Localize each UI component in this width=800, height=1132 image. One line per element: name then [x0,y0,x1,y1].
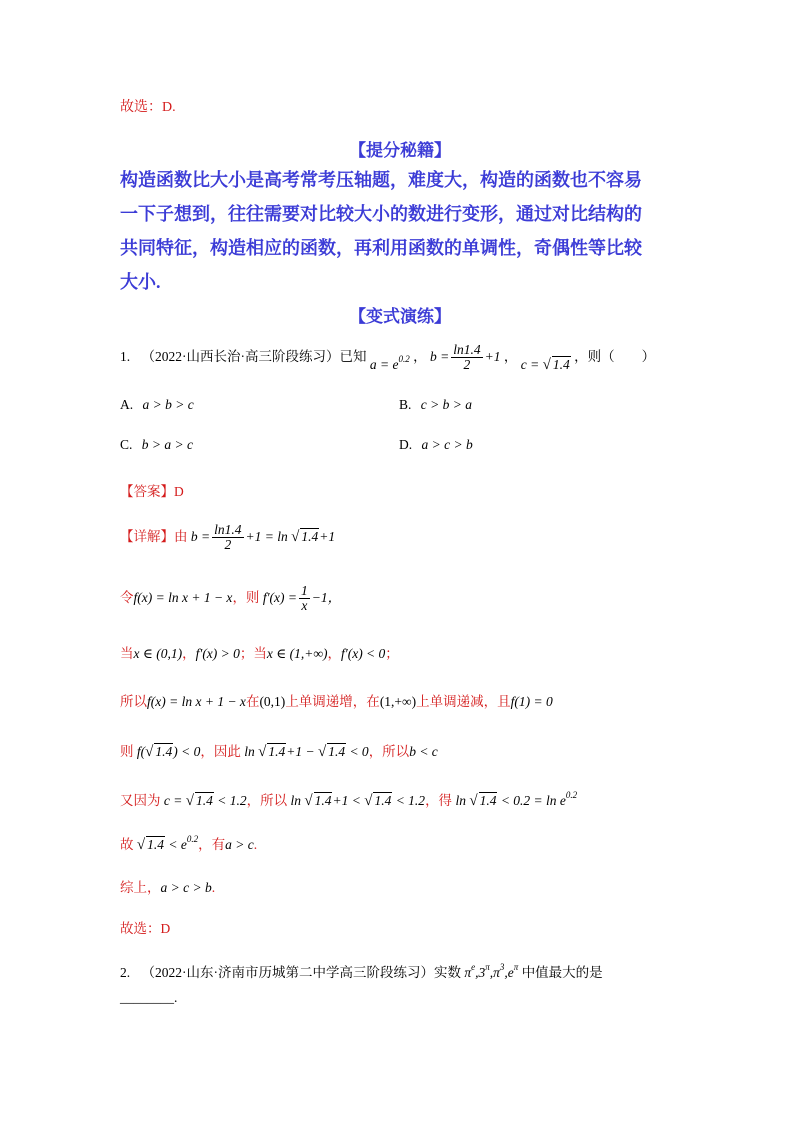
detail-line-4: 所以f(x) = ln x + 1 − x在(0,1)上单调递增，在(1,+∞)上单调递减，且f(1) = 0 [120,694,553,709]
option-b: B. c > b > a [399,397,472,412]
question-number: 2. [120,965,131,980]
previous-answer-line: 故选：D. [120,100,176,115]
question-2-stem [120,961,603,981]
tip-line-4: 大小. [120,272,161,292]
answer-line: 【答案】D [120,484,184,499]
detail-line-2: 令f(x) = ln x + 1 − x，则 f′(x) = $\frac{1}{x}$ −1， [120,583,342,614]
variant-heading: 【变式演练】 [349,307,451,326]
tip-line-3: 共同特征，构造相应的函数，再利用函数的单调性，奇偶性等比较 [120,238,642,258]
answer-blank: ________. [120,990,178,1005]
c-definition: c = √ 1.4 [520,356,570,373]
option-d: D. a > c > b [399,437,473,452]
detail-line-6: 又因为 c = √ 1.4 < 1.2，所以 ln √ 1.4+1 < √ 1.4 < 1.2，得 ln √ $1.4 < 0.2 = \ln e^{0.2}$ [120,790,578,809]
question-1-stem: 1. （2022·山西长治·高三阶段练习）已知 $a = e^{0.2}$ ， b = $\frac{\ln 1.4}{2}$ +1 ， c = √ 1.4 ，则（ ） [120,342,656,373]
b-definition: b = $\frac{\ln 1.4}{2}$ +1 [429,342,501,373]
question-tail: 中值最大的是 [521,965,603,980]
tip-heading: 【提分秘籍】 [349,141,451,160]
tip-line-2: 一下子想到，往往需要对比较大小的数进行变形，通过对比结构的 [120,204,642,224]
question-source: （2022·山西长治·高三阶段练习）已知 [141,348,367,364]
question-number: 1. [120,348,131,364]
option-c: C. b > a > c [120,437,193,452]
detail-line-1: 【详解】由 b = $\frac{\ln 1.4}{2}$ +1 = ln √ 1.4+1 [120,522,336,553]
question-tail: ，则（ ） [574,348,656,364]
detail-line-3: 当x ∈ (0,1)，f′(x) > 0；当x ∈ (1,+∞)，f′(x) < 0； [120,646,399,661]
detail-line-5: 则 f(√ 1.4) < 0，因此 ln √ 1.4+1 − √ 1.4 < 0，所以b < c [120,744,438,760]
question-source: （2022·山东·济南市历城第二中学高三阶段练习）实数 [141,965,461,980]
compare-values: $\pi^e,3^\pi,\pi^3,e^\pi$ [464,962,519,980]
detail-line-7: 故 √ $1.4 < e^{0.2}$，有a > c. [120,834,258,853]
option-a: A. a > b > c [120,397,194,412]
final-answer-line: 故选：D [120,921,171,936]
detail-line-8: 综上，a > c > b. [120,880,216,895]
a-definition: $a = e^{0.2}$ [369,353,410,372]
tip-line-1: 构造函数比大小是高考常考压轴题，难度大，构造的函数也不容易 [120,170,642,190]
